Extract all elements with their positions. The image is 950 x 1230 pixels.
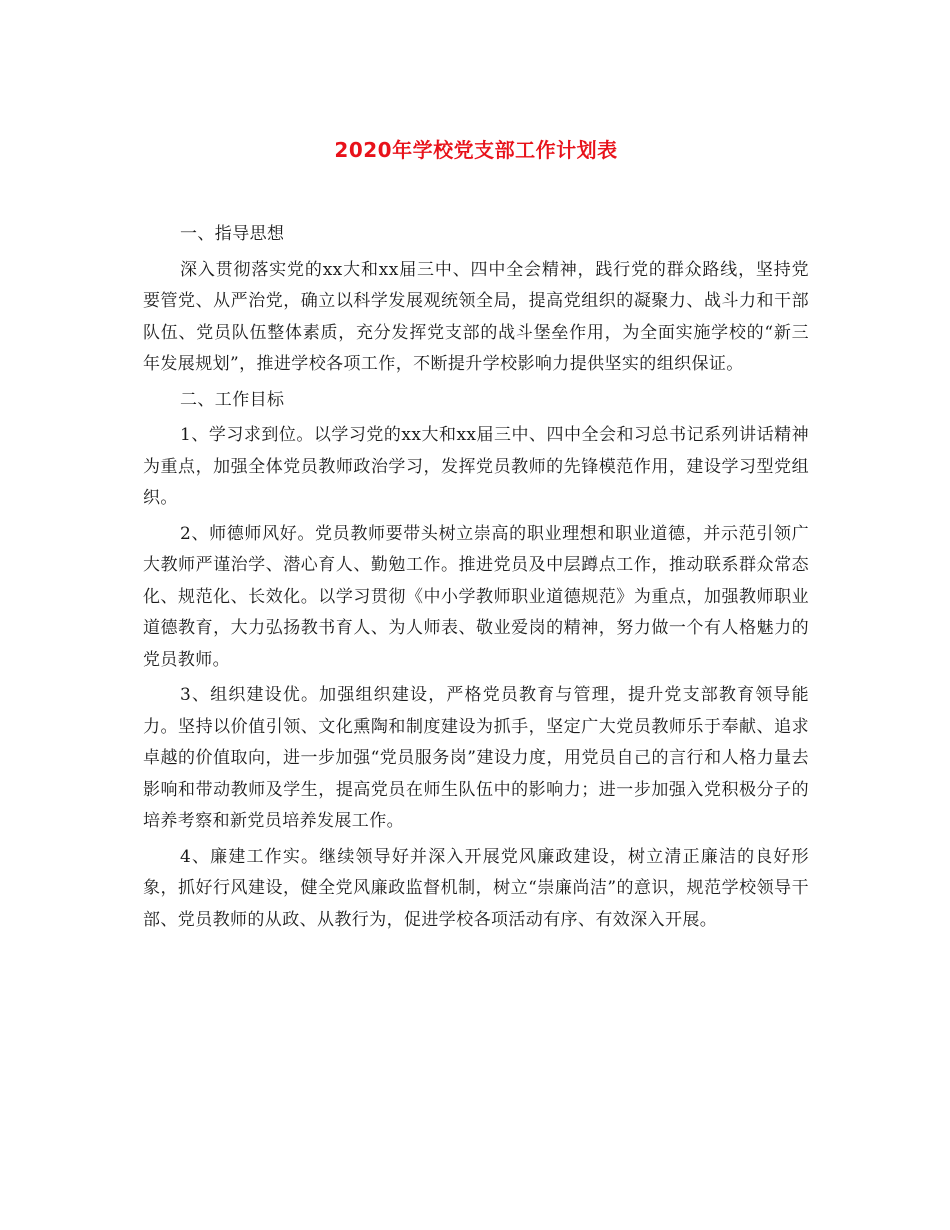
paragraph-goal-study: 1、学习求到位。以学习党的xx大和xx届三中、四中全会和习总书记系列讲话精神为重点，加强全体党员教师政治学习，发挥党员教师的先锋模范作用，建设学习型党组织。 (143, 425, 809, 508)
paragraph-guiding-ideology: 深入贯彻落实党的xx大和xx届三中、四中全会精神，践行党的群众路线，坚持党要管党、从严治党，确立以科学发展观统领全局，提高党组织的凝聚力、战斗力和干部队伍、党员队伍整体素质，充分发挥党支部的战斗堡垒作用，为全面实施学校的“新三年发展规划”，推进学校各项工作，不断提升学校影响力提供坚实的组织保证。 (143, 259, 809, 374)
document-title: 2020年学校党支部工作计划表 (334, 138, 618, 162)
document-body (143, 219, 809, 940)
section-heading-guiding-ideology: 一、指导思想 (180, 224, 285, 244)
document-page (143, 0, 809, 1230)
paragraph-goal-ethics: 2、师德师风好。党员教师要带头树立崇高的职业理想和职业道德，并示范引领广大教师严谨治学、潜心育人、勤勉工作。推进党员及中层蹲点工作，推动联系群众常态化、规范化、长效化。以学习贯彻《中小学教师职业道德规范》为重点，加强教师职业道德教育，大力弘扬教书育人、为人师表、敬业爱岗的精神，努力做一个有人格魅力的党员教师。 (143, 523, 809, 670)
paragraph-goal-integrity: 4、廉建工作实。继续领导好并深入开展党风廉政建设，树立清正廉洁的良好形象，抓好行风建设，健全党风廉政监督机制，树立“崇廉尚洁”的意识，规范学校领导干部、党员教师的从政、从教行为，促进学校各项活动有序、有效深入开展。 (143, 846, 809, 930)
section-heading-work-goals: 二、工作目标 (180, 389, 285, 410)
paragraph-goal-organization: 3、组织建设优。加强组织建设，严格党员教育与管理，提升党支部教育领导能力。坚持以价值引领、文化熏陶和制度建设为抓手，坚定广大党员教师乐于奉献、追求卓越的价值取向，进一步加强“党员服务岗”建设力度，用党员自己的言行和人格力量去影响和带动教师及学生，提高党员在师生队伍中的影响力；进一步加强入党积极分子的培养考察和新党员培养发展工作。 (143, 685, 809, 831)
